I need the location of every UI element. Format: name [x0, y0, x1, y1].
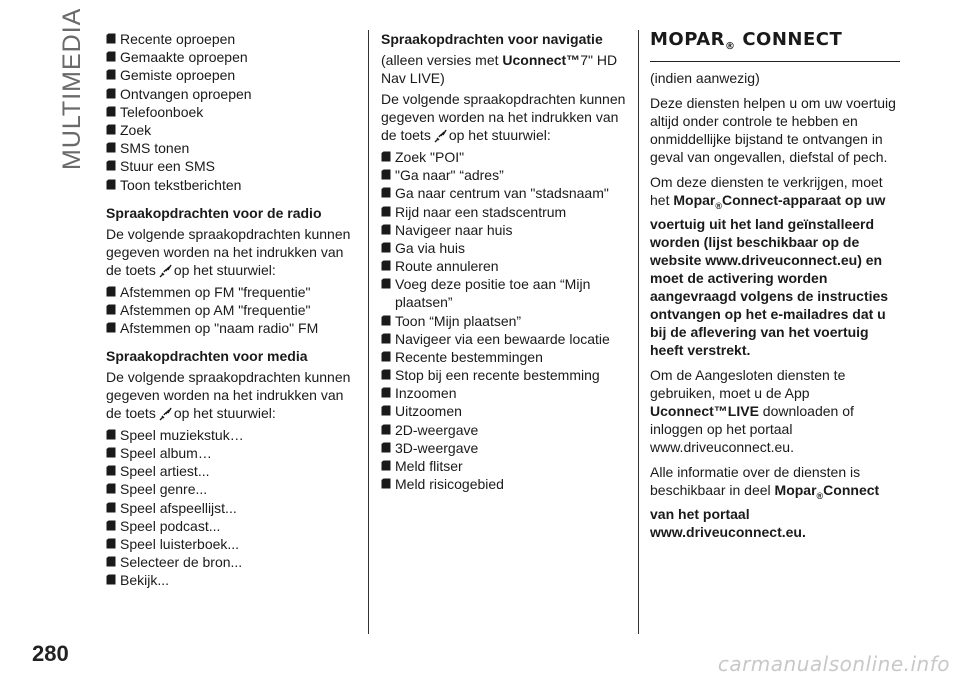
bullet-icon: [381, 333, 391, 344]
list-item: Inzoomen: [381, 384, 631, 402]
bullet-icon: [106, 106, 116, 117]
list-item: Gemaakte oproepen: [106, 48, 358, 66]
bullet-icon: [106, 142, 116, 153]
bullet-icon: [106, 33, 116, 44]
bullet-icon: [381, 442, 391, 453]
bullet-icon: [106, 160, 116, 171]
services-description: Deze diensten helpen u om uw voertuig altijd onder controle te hebben en onmiddellijke bijstand te ontvangen in geval van ongevallen, diefstal of pech.: [650, 95, 896, 165]
list-item: Speel afspeellijst...: [106, 499, 358, 517]
list-item: Zoek "POI": [381, 148, 631, 166]
media-intro: De volgende spraakopdrachten kunnen gegeven worden na het indrukken van de toets op het stuurwiel:: [106, 368, 358, 425]
list-item: Ga via huis: [381, 239, 631, 257]
bullet-icon: [381, 260, 391, 271]
list-item: "Ga naar" “adres”: [381, 166, 631, 184]
bullet-icon: [381, 315, 391, 326]
list-item: Toon “Mijn plaatsen”: [381, 312, 631, 330]
list-item: Stuur een SMS: [106, 157, 358, 175]
activation-instructions: Om deze diensten te verkrijgen, moet het Mopar$_®$Connect-apparaat op uw voertuig uit het land geïnstalleerd worden (lijst beschikbaar op de website www.driveuconnect.eu) en moet de activering worden aangevraagd volgens de instructies ontvangen op het e-mailadres dat u bij de aflevering van het voertuig heeft verstrekt.: [650, 174, 889, 358]
portal-info: Alle informatie over de diensten is beschikbaar in deel Mopar$_®$Connect van het portaal www.driveuconnect.eu.: [650, 464, 880, 540]
bullet-icon: [381, 424, 391, 435]
list-item: Zoek: [106, 121, 358, 139]
list-item: Rijd naar een stadscentrum: [381, 203, 631, 221]
list-item: Toon tekstberichten: [106, 176, 358, 194]
media-command-list: [106, 426, 358, 590]
mopar-connect-title: $MOPAR_®$ CONNECT: [650, 30, 900, 62]
bullet-icon: [381, 387, 391, 398]
column-1: [106, 30, 358, 590]
section-label: MULTIMEDIA: [58, 7, 86, 170]
bullet-icon: [106, 483, 116, 494]
list-item: Speel podcast...: [106, 517, 358, 535]
app-instructions: Om de Aangesloten diensten te gebruiken, moet u de App Uconnect™LIVE downloaden of inloggen op het portaal www.driveuconnect.eu.: [650, 367, 854, 455]
bullet-icon: [106, 51, 116, 62]
column-divider-right: [638, 30, 639, 634]
list-item: Ga naar centrum van "stadsnaam": [381, 184, 631, 202]
list-item: Recente bestemmingen: [381, 348, 631, 366]
list-item: Telefoonboek: [106, 103, 358, 121]
list-item: Voeg deze positie toe aan “Mijn plaatsen”: [381, 275, 631, 311]
bullet-icon: [381, 224, 391, 235]
bullet-icon: [106, 556, 116, 567]
watermark: carmanualsonline.info: [717, 652, 950, 676]
list-item: Navigeer naar huis: [381, 221, 631, 239]
bullet-icon: [381, 151, 391, 162]
bullet-icon: [106, 447, 116, 458]
bullet-icon: [106, 520, 116, 531]
list-item: 3D-weergave: [381, 439, 631, 457]
list-item: Meld flitser: [381, 457, 631, 475]
list-item: 2D-weergave: [381, 421, 631, 439]
list-item: Route annuleren: [381, 257, 631, 275]
list-item: Bekijk...: [106, 571, 358, 589]
radio-command-list: [106, 283, 358, 337]
bullet-icon: [381, 405, 391, 416]
bullet-icon: [106, 124, 116, 135]
navigation-intro: De volgende spraakopdrachten kunnen gegeven worden na het indrukken van de toets op het stuurwiel:: [381, 90, 631, 147]
bullet-icon: [106, 429, 116, 440]
voice-command-icon: [433, 129, 447, 147]
list-item: Uitzoomen: [381, 402, 631, 420]
bullet-icon: [381, 460, 391, 471]
radio-intro: De volgende spraakopdrachten kunnen gegeven worden na het indrukken van de toets op het stuurwiel:: [106, 225, 358, 282]
bullet-icon: [381, 187, 391, 198]
bullet-icon: [381, 206, 391, 217]
list-item: Speel artiest...: [106, 462, 358, 480]
bullet-icon: [106, 69, 116, 80]
voice-command-icon: [158, 407, 172, 425]
page-number: 280: [32, 641, 69, 666]
bullet-icon: [106, 322, 116, 333]
list-item: Recente oproepen: [106, 30, 358, 48]
list-item: SMS tonen: [106, 139, 358, 157]
bullet-icon: [381, 478, 391, 489]
list-item: Speel luisterboek...: [106, 535, 358, 553]
bullet-icon: [381, 242, 391, 253]
bullet-icon: [106, 538, 116, 549]
list-item: Afstemmen op "naam radio" FM: [106, 319, 358, 337]
bullet-icon: [106, 502, 116, 513]
bullet-icon: [106, 179, 116, 190]
list-item: Afstemmen op FM "frequentie": [106, 283, 358, 301]
list-item: Speel muziekstuk…: [106, 426, 358, 444]
voice-command-icon: [158, 264, 172, 282]
list-item: Selecteer de bron...: [106, 553, 358, 571]
radio-heading: Spraakopdrachten voor de radio: [106, 204, 322, 221]
column-2: [381, 30, 631, 493]
list-item: Speel genre...: [106, 480, 358, 498]
navigation-version-note: (alleen versies met Uconnect™7" HD Nav LIVE): [381, 52, 618, 86]
list-item: Speel album…: [106, 444, 358, 462]
list-item: Navigeer via een bewaarde locatie: [381, 330, 631, 348]
navigation-heading: Spraakopdrachten voor navigatie: [381, 31, 603, 47]
bullet-icon: [106, 304, 116, 315]
navigation-command-list: [381, 148, 631, 493]
media-heading: Spraakopdrachten voor media: [106, 347, 308, 364]
list-item: Ontvangen oproepen: [106, 85, 358, 103]
availability-note: (indien aanwezig): [650, 70, 760, 86]
bullet-icon: [381, 169, 391, 180]
list-item: Meld risicogebied: [381, 475, 631, 493]
list-item: Afstemmen op AM "frequentie": [106, 301, 358, 319]
phone-command-list: [106, 30, 358, 194]
list-item: Stop bij een recente bestemming: [381, 366, 631, 384]
bullet-icon: [106, 88, 116, 99]
bullet-icon: [106, 465, 116, 476]
column-divider-left: [368, 30, 369, 634]
bullet-icon: [381, 351, 391, 362]
list-item: Gemiste oproepen: [106, 66, 358, 84]
bullet-icon: [106, 286, 116, 297]
bullet-icon: [381, 369, 391, 380]
column-3: [650, 30, 900, 548]
bullet-icon: [381, 278, 391, 289]
bullet-icon: [106, 574, 116, 585]
